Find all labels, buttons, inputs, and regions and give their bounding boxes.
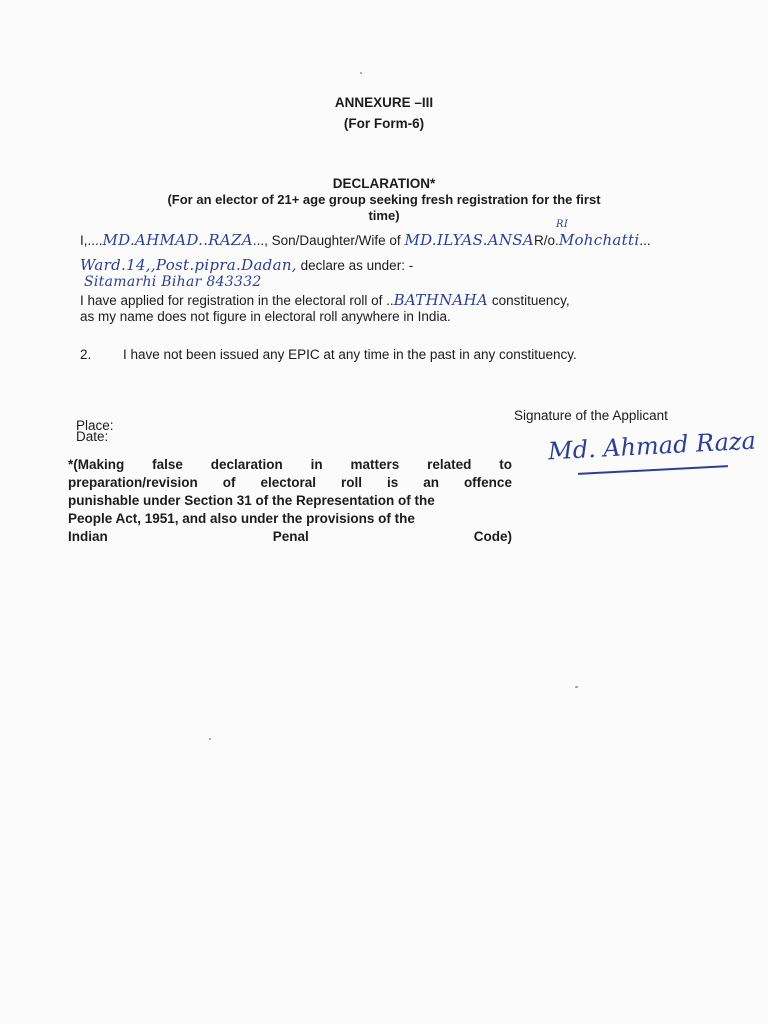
resident-label: R/o.: [534, 233, 559, 248]
declaration-subtitle-line2: time): [368, 208, 400, 223]
applied-suffix: constituency,: [491, 293, 570, 308]
constituency-name: BATHNAHA: [393, 291, 489, 309]
scan-speck: [209, 738, 211, 740]
note-word: false: [152, 457, 183, 472]
note-word: electoral: [260, 475, 317, 490]
applicant-name: MD.AHMAD..RAZA: [102, 231, 253, 249]
note-word: declaration: [210, 457, 283, 472]
note-line-3: punishable under Section 31 of the Representation of the: [68, 493, 435, 508]
note-word: in: [310, 457, 323, 472]
address-part-2: Ward.14,,Post.pipra.Dadan,: [80, 256, 297, 274]
applied-prefix: I have applied for registration in the electoral roll of ..: [80, 293, 394, 308]
line1-prefix: I,....: [80, 233, 103, 248]
declaration-line-3: [80, 291, 570, 309]
note-word: *(Making: [68, 457, 125, 472]
note-word: is: [386, 475, 399, 490]
note-word: preparation/revision: [68, 475, 198, 490]
note-word: of: [222, 475, 236, 490]
declaration-line-1: [80, 231, 651, 249]
applicant-signature: Md. Ahmad Raza: [547, 426, 757, 466]
note-word: related: [427, 457, 472, 472]
annexure-title: ANNEXURE –III: [334, 95, 434, 110]
address-trailing-dots: ...: [639, 233, 651, 248]
date-label: Date:: [76, 429, 109, 444]
point-2-text: I have not been issued any EPIC at any time in the past in any constituency.: [123, 347, 577, 362]
address-part-1: Mohchatti: [558, 231, 640, 249]
note-word: matters: [350, 457, 400, 472]
note-word: offence: [463, 475, 512, 490]
note-word: to: [499, 457, 512, 472]
note-word: an: [423, 475, 439, 490]
scan-speck: [360, 72, 362, 74]
declaration-title: DECLARATION*: [332, 176, 436, 191]
declaration-line-2: [80, 256, 413, 274]
form-reference: (For Form-6): [343, 116, 425, 131]
note-word: Code): [473, 529, 512, 544]
note-line-1: [68, 457, 512, 472]
father-name-superscript: RI: [556, 219, 569, 230]
signature-underline: [578, 465, 728, 475]
place-label: Place:: [76, 418, 114, 433]
address-part-3: Sitamarhi Bihar 843332: [84, 274, 262, 290]
scan-speck: [575, 686, 578, 688]
note-word: Indian: [68, 529, 108, 544]
line1-after-name: ..., Son/Daughter/Wife of: [252, 233, 401, 248]
note-line-2: [68, 475, 512, 490]
note-word: roll: [340, 475, 362, 490]
point-2-number: 2.: [80, 347, 92, 362]
father-name: MD.ILYAS.ANSA: [404, 231, 535, 249]
signature-label: Signature of the Applicant: [514, 408, 668, 423]
note-line-4: People Act, 1951, and also under the provisions of the: [68, 511, 415, 526]
note-word: Penal: [272, 529, 309, 544]
note-line-5: [68, 529, 512, 544]
declaration-subtitle-line1: (For an elector of 21+ age group seeking fresh registration for the first: [167, 192, 601, 207]
declare-text: declare as under: -: [300, 258, 414, 273]
declaration-line-4: as my name does not figure in electoral roll anywhere in India.: [80, 309, 451, 324]
